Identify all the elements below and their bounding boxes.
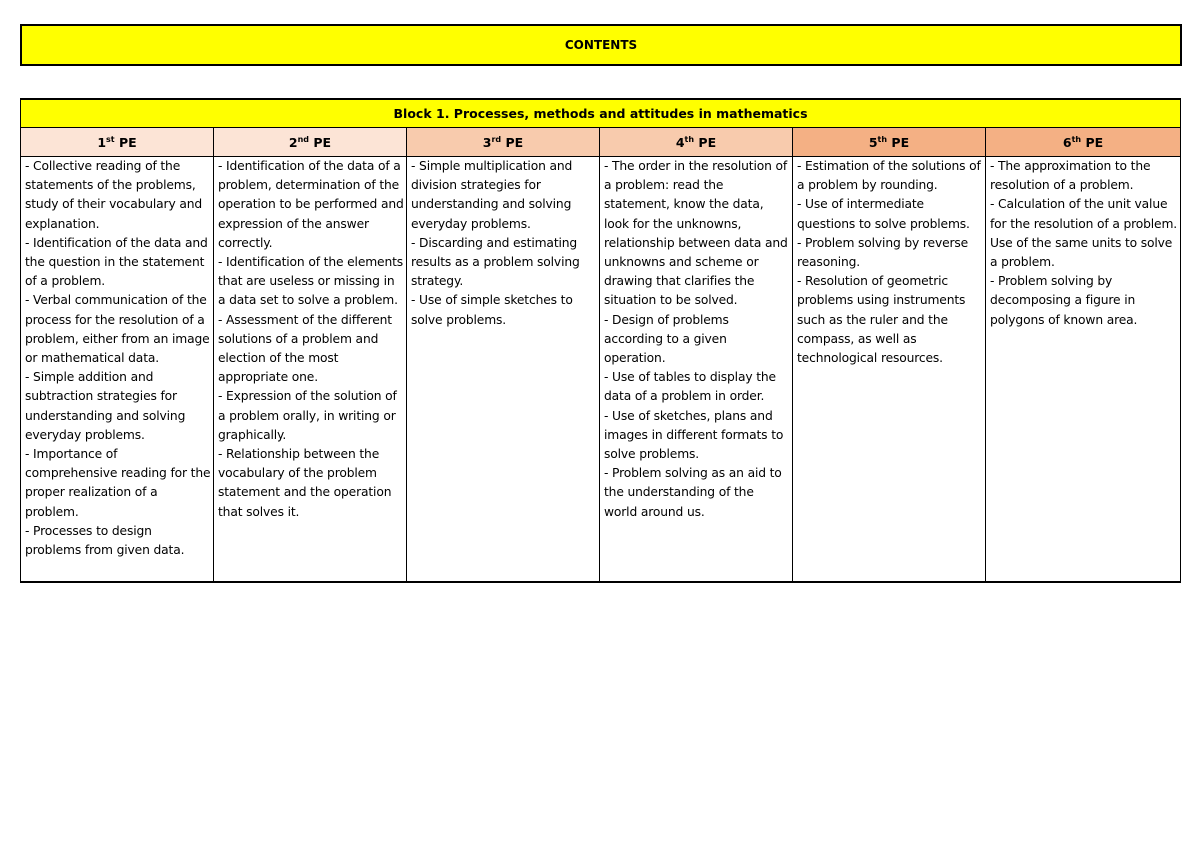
- grade-header-2: [214, 128, 407, 157]
- content-item: - Simple multiplication and division strategies for understanding and solving everyday problems.: [411, 159, 573, 231]
- grade-2-contents: [214, 157, 407, 583]
- grade-suffix: PE: [694, 134, 717, 150]
- content-item: - The order in the resolution of a problem: read the statement, know the data, look for the unknowns, relationship between data and unknowns and scheme or drawing that clarifies the situation to be solved.: [604, 159, 788, 308]
- content-item: - Problem solving by decomposing a figure in polygons of known area.: [990, 274, 1138, 327]
- grade-suffix: PE: [501, 134, 524, 150]
- content-item: - Discarding and estimating results as a problem solving strategy.: [411, 235, 580, 289]
- content-item: - Processes to design problems from given data.: [25, 523, 185, 558]
- grade-header-1: [21, 128, 214, 157]
- grade-ordinal: st: [106, 134, 115, 144]
- grade-ordinal: nd: [297, 134, 310, 144]
- grade-header-4: [600, 128, 793, 157]
- grade-suffix: PE: [309, 134, 332, 150]
- content-item: - Calculation of the unit value for the resolution of a problem. Use of the same units to solve a problem.: [990, 197, 1178, 270]
- block-1-table: [20, 98, 1181, 583]
- grade-1-contents: [21, 157, 214, 583]
- content-item: - Simple addition and subtraction strategies for understanding and solving everyday problems.: [25, 370, 186, 442]
- content-row: [21, 157, 1181, 583]
- content-item: - Importance of comprehensive reading for the proper realization of a problem.: [25, 447, 211, 519]
- content-item: - Use of sketches, plans and images in different formats to solve problems.: [604, 408, 784, 462]
- grade-ordinal: th: [1071, 134, 1082, 144]
- grade-number: 2: [288, 134, 298, 150]
- grade-4-contents: [600, 157, 793, 583]
- content-item: - Identification of the data and the question in the statement of a problem.: [25, 235, 208, 289]
- content-item: - Identification of the elements that are useless or missing in a data set to solve a problem.: [218, 255, 404, 308]
- contents-banner: [20, 24, 1182, 66]
- grade-header-6: [986, 128, 1181, 157]
- grade-3-contents: [407, 157, 600, 583]
- grade-6-contents: [986, 157, 1181, 583]
- content-item: - Expression of the solution of a problem orally, in writing or graphically.: [218, 389, 397, 442]
- grade-number: 6: [1062, 134, 1072, 150]
- content-item: - Relationship between the vocabulary of the problem statement and the operation that solves it.: [218, 447, 392, 519]
- grade-number: 5: [868, 134, 878, 150]
- grade-suffix: PE: [1081, 134, 1104, 150]
- block-title: Block 1. Processes, methods and attitudes in mathematics: [21, 99, 1181, 128]
- content-item: - Resolution of geometric problems using instruments such as the ruler and the compass, as well as technological resources.: [797, 274, 966, 366]
- content-item: - The approximation to the resolution of a problem.: [990, 159, 1151, 193]
- content-item: - Use of intermediate questions to solve problems.: [797, 197, 970, 231]
- grade-header-5: [793, 128, 986, 157]
- grade-suffix: PE: [114, 134, 137, 150]
- content-item: - Verbal communication of the process for the resolution of a problem, either from an image or mathematical data.: [25, 293, 210, 366]
- content-item: - Identification of the data of a problem, determination of the operation to be performed and expression of the answer correctly.: [218, 159, 404, 250]
- content-item: - Problem solving by reverse reasoning.: [797, 235, 969, 270]
- block-title-row: [21, 99, 1181, 128]
- contents-title: CONTENTS: [564, 38, 638, 52]
- content-item: - Use of tables to display the data of a problem in order.: [604, 370, 776, 404]
- grade-number: 4: [675, 134, 685, 150]
- content-item: - Assessment of the different solutions of a problem and election of the most appropriate one.: [218, 312, 392, 385]
- content-item: - Collective reading of the statements of the problems, study of their vocabulary and explanation.: [25, 159, 203, 231]
- grade-ordinal: th: [684, 134, 695, 144]
- grade-number: 3: [482, 134, 492, 150]
- grade-number: 1: [97, 134, 107, 150]
- grade-header-3: [407, 128, 600, 157]
- grade-5-contents: [793, 157, 986, 583]
- content-item: - Problem solving as an aid to the understanding of the world around us.: [604, 466, 782, 519]
- content-item: - Design of problems according to a given operation.: [604, 312, 729, 366]
- grade-ordinal: th: [877, 134, 888, 144]
- content-item: - Use of simple sketches to solve problems.: [411, 293, 573, 327]
- grade-suffix: PE: [887, 134, 910, 150]
- grade-ordinal: rd: [491, 134, 502, 144]
- content-item: - Estimation of the solutions of a problem by rounding.: [797, 159, 981, 193]
- grade-header-row: [21, 128, 1181, 157]
